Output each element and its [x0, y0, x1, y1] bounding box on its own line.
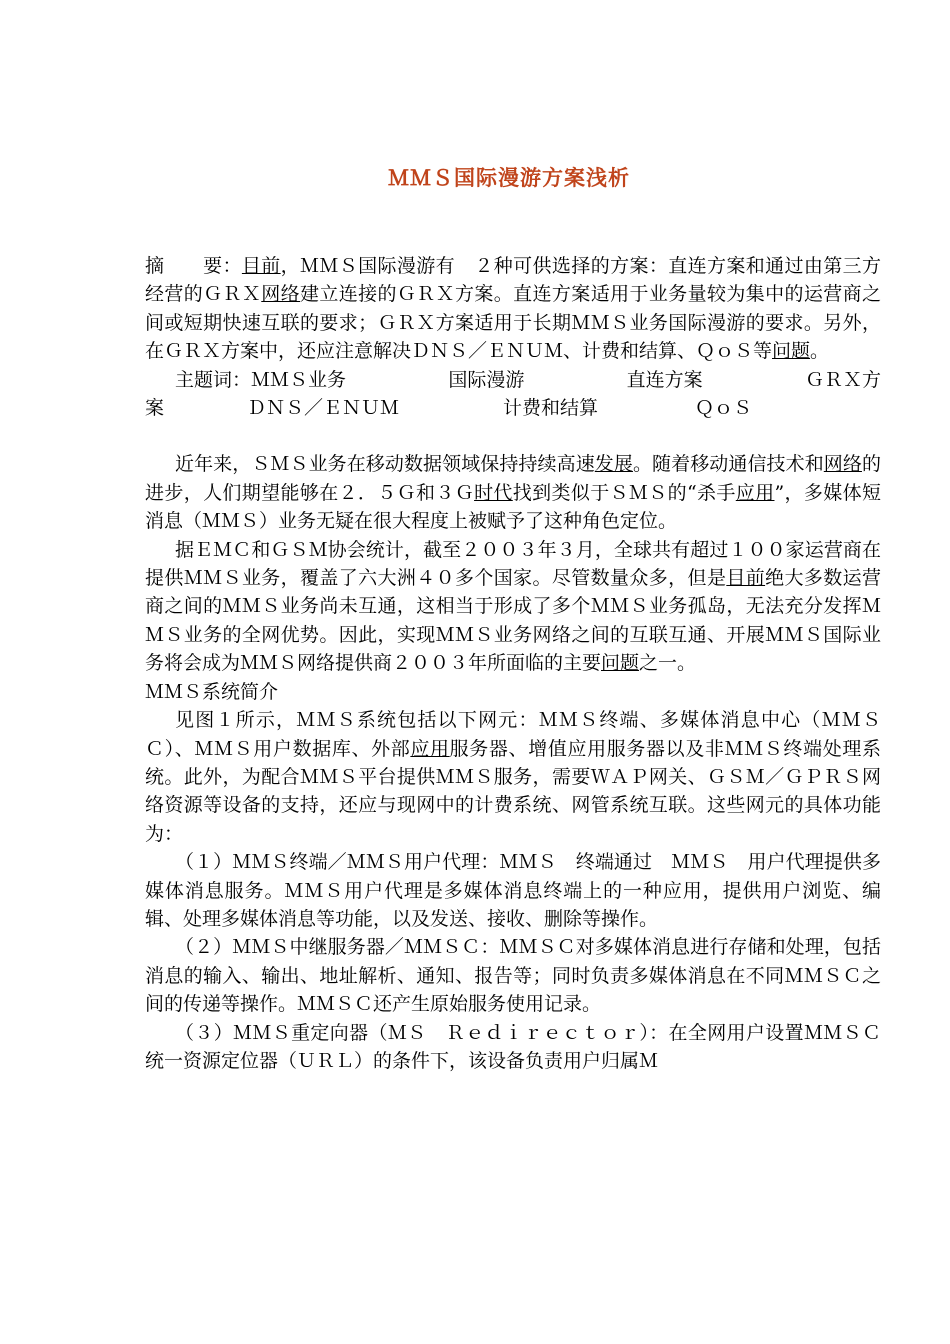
para1-text-e: ”，多媒体短消息（ＭＭＳ）业务无疑在很大程度上被赋予了这种角色定位。 [145, 481, 881, 533]
abstract-text-3: 。 [810, 340, 830, 363]
document-title: ＭＭＳ国际漫游方案浅析 [388, 165, 630, 190]
para3-text-a: 见图１所示，ＭＭＳ系统包括以下网元：ＭＭＳ终端、多媒体消息中心（ＭＭＳＣ）、ＭＭＳ用户数据库、外部 [145, 709, 881, 760]
link-network[interactable]: 网络 [261, 283, 301, 306]
document-body [145, 252, 881, 1075]
link-application-2[interactable]: 应用 [410, 737, 450, 760]
para1-text-d: 找到类似于ＳＭＳ的“杀手 [512, 481, 736, 504]
para1-text-c: 的进步，人们期望能够在２．５Ｇ和３Ｇ [145, 453, 881, 504]
list-item-terminal: （１）ＭＭＳ终端／ＭＭＳ用户代理：ＭＭＳ 终端通过 ＭＭＳ 用户代理提供多媒体消息服务。ＭＭＳ用户代理是多媒体消息终端上的一种应用，提供用户浏览、编辑、处理多媒体消息等功能，以及发送、接收、删除等操作。 [145, 851, 881, 930]
para2-text-b: 绝大多数运营商之间的ＭＭＳ业务尚未互通，这相当于形成了多个ＭＭＳ业务孤岛，无法充分发挥ＭＭＳ业务的全网优势。因此，实现ＭＭＳ业务网络之间的互联互通、开展ＭＭＳ国际业务将会成为ＭＭＳ网络提供商２００３年所面临的主要 [145, 567, 881, 675]
para1-text-a: 近年来，ＳＭＳ业务在移动数据领域保持持续高速 [175, 453, 595, 476]
keywords-line-2 [145, 394, 881, 422]
abstract-label: 摘 要： [145, 255, 242, 277]
link-problem[interactable]: 问题 [772, 340, 811, 363]
link-problem-2[interactable]: 问题 [601, 652, 640, 675]
abstract-text-2: 建立连接的ＧＲＸ方案。直连方案适用于业务量较为集中的运营商之间或短期快速互联的要求；ＧＲＸ方案适用于长期ＭＭＳ业务国际漫游的要求。另外，在ＧＲＸ方案中，还应注意解决ＤＮＳ／ＥＮＵＭ、计费和结算、ＱｏＳ等 [145, 283, 881, 363]
paragraph-system-overview [145, 706, 881, 848]
list-item-redirector: （３）ＭＭＳ重定向器（ＭＳ Ｒｅｄｉｒｅｃｔｏｒ）：在全网用户设置ＭＭＳＣ统一资源定位器（ＵＲＬ）的条件下，该设备负责用户归属Ｍ [145, 1021, 881, 1072]
para2-text-c: 之一。 [639, 652, 697, 675]
list-item-mmsc: （２）ＭＭＳ中继服务器／ＭＭＳＣ：ＭＭＳＣ对多媒体消息进行存储和处理，包括消息的输入、输出、地址解析、通知、报告等；同时负责多媒体消息在不同ＭＭＳＣ之间的传递等操作。ＭＭＳＣ还产生原始服务使用记录。 [145, 936, 881, 1016]
keywords-label: 主题词：ＭＭＳ业务 [175, 368, 347, 391]
keyword-direct: 直连方案 [626, 368, 703, 391]
para2-text-a: 据ＥＭＣ和ＧＳＭ协会统计，截至２００３年３月，全球共有超过１００家运营商在提供ＭＭＳ业务，覆盖了六大洲４０多个国家。尽管数量众多，但是 [145, 538, 881, 590]
abstract-text-1: ，ＭＭＳ国际漫游有 ２种可供选择的方案：直连方案和通过由第三方经营的ＧＲＸ [145, 255, 881, 306]
abstract [145, 252, 881, 366]
link-development[interactable]: 发展 [594, 453, 633, 476]
blank-line [145, 422, 881, 450]
para1-text-b: 。随着移动通信技术和 [632, 453, 824, 476]
keyword-grx-cont: 案 [145, 397, 165, 420]
keyword-roaming: 国际漫游 [448, 368, 525, 391]
link-network-2[interactable]: 网络 [823, 453, 862, 476]
link-current[interactable]: 目前 [241, 255, 281, 277]
link-era[interactable]: 时代 [474, 481, 513, 504]
para3-text-b: 服务器、增值应用服务器以及非ＭＭＳ终端处理系统。此外，为配合ＭＭＳ平台提供ＭＭＳ服务，需要ＷＡＰ网关、ＧＳＭ／ＧＰＲＳ网络资源等设备的支持，还应与现网中的计费系统、网管系统互联。这些网元的具体功能为： [145, 737, 881, 845]
section-heading: ＭＭＳ系统简介 [145, 680, 279, 703]
keywords-line-1 [145, 366, 881, 394]
keyword-qos: ＱｏＳ [695, 397, 753, 420]
keyword-dns: ＤＮＳ／ＥＮＵＭ [247, 397, 400, 420]
link-current-2[interactable]: 目前 [726, 567, 766, 590]
paragraph-statistics [145, 536, 881, 678]
paragraph-intro [145, 450, 881, 535]
keyword-grx: ＧＲＸ方 [804, 368, 881, 391]
keyword-billing: 计费和结算 [503, 397, 599, 420]
link-application[interactable]: 应用 [735, 481, 775, 504]
